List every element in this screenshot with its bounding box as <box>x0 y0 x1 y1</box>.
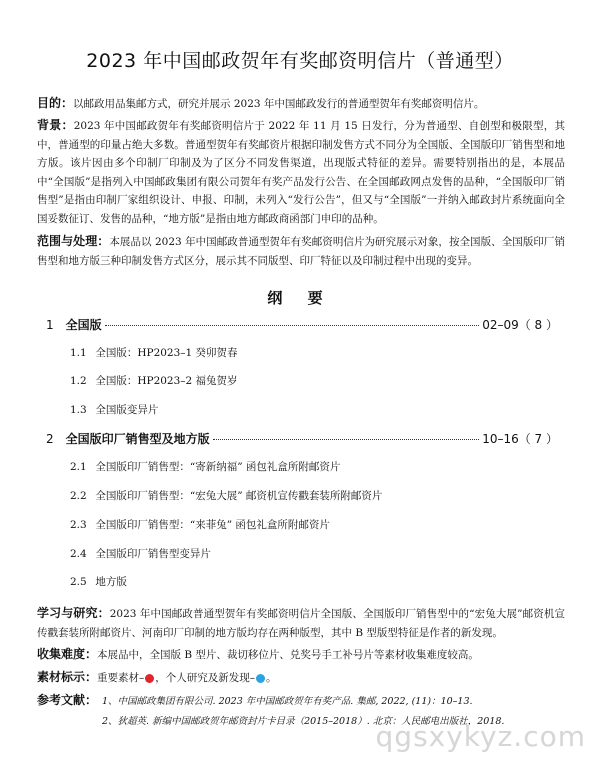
important-mark-text: 重要素材– <box>97 672 145 684</box>
toc-item-number: 2.2 <box>70 490 87 502</box>
blue-dot-icon <box>256 674 265 683</box>
reference-item: 2、狄超英. 新编中国邮政贺年邮资封片卡目录（2015–2018）. 北京：人民邮电出版社，2018. <box>102 716 505 727</box>
toc-item <box>70 546 211 561</box>
toc-item-text: 地方版 <box>95 576 127 588</box>
toc-item <box>70 402 158 417</box>
toc-item-text: 全国版印厂销售型：“寄新纳福” 函包礼盒所附邮资片 <box>95 461 341 473</box>
toc-item <box>70 488 382 503</box>
personal-mark-text: ，个人研究及新发现– <box>155 672 256 684</box>
difficulty-text: 本展品中，全国版 B 型片、裁切移位片、兑奖号手工补号片等素材收集难度较高。 <box>97 649 479 661</box>
difficulty-section <box>37 645 565 665</box>
study-text: 2023 年中国邮政普通型贺年有奖邮资明信片全国版、全国版印厂销售型中的“宏兔大展”邮资机宣传戳套装所附邮资片、河南印厂印制的地方版均存在两种版型，其中 B 型版型特征是作者的新发现。 <box>37 608 565 639</box>
toc-item-text: 全国版印厂销售型变异片 <box>95 548 211 560</box>
toc-item-text: 全国版印厂销售型：“宏兔大展” 邮资机宣传戳套装所附邮资片 <box>95 490 383 502</box>
toc-item-text: 全国版变异片 <box>95 404 159 416</box>
chapter-pages: 02–09（ 8 ） <box>482 318 558 332</box>
site-watermark: qgsxykyz.com <box>375 720 586 753</box>
toc-item <box>70 345 238 360</box>
scope-text: 本展品以 2023 年中国邮政普通型贺年有奖邮资明信片为研究展示对象，按全国版、全国版印厂销售型和地方版三种印制发售方式区分，展示其不同版型、印厂特征以及印制过程中出现的变异。 <box>37 236 565 267</box>
toc-item <box>70 459 340 474</box>
toc-item-number: 2.5 <box>70 576 87 588</box>
toc-item-number: 2.4 <box>70 548 87 560</box>
toc-chapter-1 <box>46 316 558 338</box>
toc-item <box>70 574 127 589</box>
marks-label: 素材标示： <box>37 670 98 684</box>
toc-item-text: 全国版印厂销售型：“来菲兔” 函包礼盒所附邮资片 <box>95 519 330 531</box>
toc-item-number: 1.3 <box>70 404 87 416</box>
background-label: 背景： <box>37 118 74 132</box>
chapter-title: 全国版 <box>65 318 102 332</box>
marks-end: 。 <box>266 672 277 684</box>
scope-section <box>37 232 565 270</box>
toc-item-number: 2.3 <box>70 519 87 531</box>
toc-item <box>70 373 238 388</box>
chapter-pages: 10–16（ 7 ） <box>482 432 558 446</box>
purpose-text: 以邮政用品集邮方式，研究并展示 2023 年中国邮政发行的普通型贺年有奖邮资明信片。 <box>73 98 485 110</box>
study-section <box>37 604 565 642</box>
background-text: 2023 年中国邮政贺年有奖邮资明信片于 2022 年 11 月 15 日发行，分为普通型、自创型和极限型，其中，普通型的印量占绝大多数。普通型贺年有奖邮资片根据印制发售方式不同分为全国版、全国版印厂销售型和地方版。该片因由多个印制厂印制及为了区分不同发售渠道，出现版式特征的差异。需要特别指出的是，本展品中“全国版”是指列入中国邮政集团有限公司贺年有奖产品发行公告、在全国邮政网点发售的品种，“全国版印厂销售型”是指由印制厂家组织设计、申报、印制，未列入“发行公告”，但又与“全国版”一并纳入邮政封片系统面向全国妥数征订、发售的品种，“地方版”是指由地方邮政商函部门申印的品种。 <box>37 120 565 225</box>
purpose-label: 目的： <box>37 96 74 110</box>
page-title: 2023 年中国邮政贺年有奖邮资明信片（普通型） <box>86 50 514 72</box>
difficulty-label: 收集难度： <box>37 647 98 661</box>
scope-label: 范围与处理： <box>37 234 110 248</box>
dot-leader <box>105 325 480 326</box>
toc-chapter-2 <box>46 430 558 452</box>
red-dot-icon <box>145 674 154 683</box>
dot-leader <box>213 439 480 440</box>
outline-heading: 纲 要 <box>267 289 333 307</box>
marks-section <box>37 668 565 688</box>
toc-item <box>70 517 330 532</box>
chapter-number: 2 <box>46 432 54 446</box>
toc-item-number: 1.1 <box>70 347 87 359</box>
references-label: 参考文献： <box>37 693 98 707</box>
toc-item-text: 全国版：HP2023–2 福兔贺岁 <box>95 375 238 387</box>
purpose-section <box>37 94 565 114</box>
toc-item-number: 1.2 <box>70 375 87 387</box>
background-section <box>37 116 565 228</box>
toc-item-text: 全国版：HP2023–1 癸卯贺春 <box>95 347 238 359</box>
chapter-title: 全国版印厂销售型及地方版 <box>65 432 210 446</box>
reference-item: 1、中国邮政集团有限公司. 2023 年中国邮政贺年有奖产品. 集邮, 2022, (11)：10–13. <box>102 696 473 707</box>
chapter-number: 1 <box>46 318 54 332</box>
toc-item-number: 2.1 <box>70 461 87 473</box>
study-label: 学习与研究： <box>37 606 110 620</box>
